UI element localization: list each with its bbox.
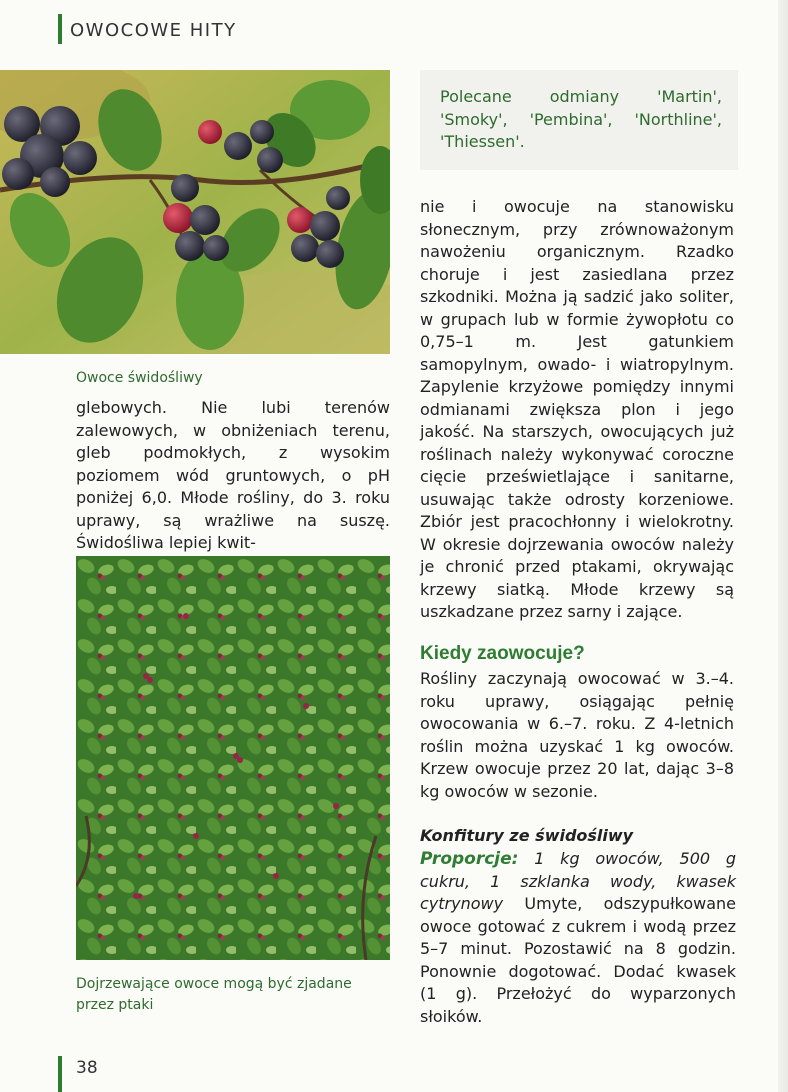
footer-accent-bar bbox=[58, 1056, 62, 1092]
fruiting-section-heading: Kiedy zaowocuje? bbox=[420, 643, 585, 664]
recipe-body bbox=[420, 848, 736, 1028]
header-accent-bar bbox=[58, 14, 62, 44]
photo-caption: Dojrzewające owoce mogą być zjadane przez ptaki bbox=[76, 976, 352, 1013]
page-number: 38 bbox=[76, 1058, 98, 1078]
recipe-instructions: Umyte, odszypułkowane owoce gotować z cukrem i wodą przez 5–7 minut. Pozostawić na 8 godzin. Ponownie dogotować. Dodać kwasek (1 g). Przełożyć do wyparzonych słoików. bbox=[420, 894, 736, 1026]
section-header-title: OWOCOWE HITY bbox=[70, 20, 237, 41]
recipe-title: Konfitury ze świdośliwy bbox=[420, 826, 634, 845]
proportions-label: Proporcje: bbox=[420, 849, 519, 869]
page-edge bbox=[778, 0, 788, 1092]
serviceberry-fruit-photo bbox=[0, 70, 390, 354]
recommended-varieties-text: Polecane odmiany 'Martin', 'Smoky', 'Pembina', 'Northline', 'Thiessen'. bbox=[440, 87, 722, 151]
right-column-paragraph: nie i owocuje na stanowisku słonecznym, przy zrównoważonym nawożeniu organicznym. Rzadko choruje i jest zasiedlana przez szkodniki. Można ją sadzić jako soliter, w grupach lub w formie żywopłotu co 0,75–1 m. Jest gatunkiem samopylnym, owado- i wiatropylnym. Zapylenie krzyżowe pomiędzy innymi odmianami zwiększa plon i jego jakość. Na starszych, owocujących już roślinach należy wykonywać coroczne cięcie prześwietlające i sanitarne, usuwając także odrosty korzeniowe. Zbiór jest pracochłonny i wielokrotny. W okresie dojrzewania owoców należy je chronić przed ptakami, okrywając krzewy siatką. Młode krzewy są uszkadzane przez sarny i zające. bbox=[420, 197, 734, 621]
recipe-ingredients: 1 kg owoców, 500 g cukru, 1 szklanka wody, kwasek cytrynowy bbox=[420, 849, 736, 913]
left-column-paragraph: glebowych. Nie lubi terenów zalewowych, w obniżeniach terenu, gleb podmokłych, z wysokim poziomem wód gruntowych, o pH poniżej 6,0. Młode rośliny, do 3. roku uprawy, są wrażliwe na suszę. Świdośliwa lepiej kwit- bbox=[76, 398, 390, 552]
serviceberry-shrub-photo bbox=[76, 556, 390, 960]
photo-caption: Owoce świdośliwy bbox=[76, 370, 203, 386]
fruiting-paragraph: Rośliny zaczynają owocować w 3.–4. roku uprawy, osiągając pełnię owocowania w 6.–7. roku. Z 4-letnich roślin można uzyskać 1 kg owoców. Krzew owocuje przez 20 lat, dając 3–8 kg owoców w sezonie. bbox=[420, 669, 734, 801]
